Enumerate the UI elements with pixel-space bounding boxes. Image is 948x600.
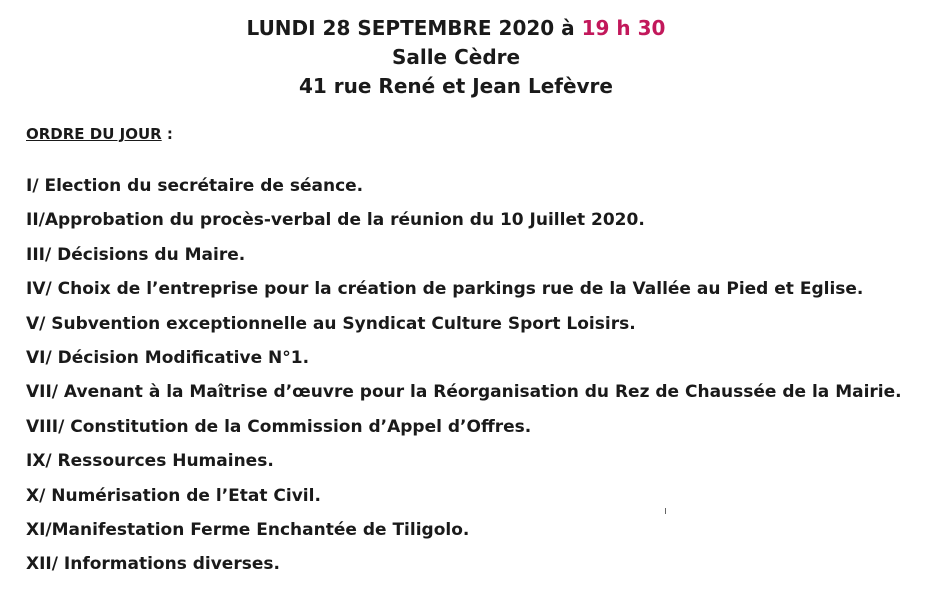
meeting-time: 19 h 30 <box>581 16 666 40</box>
agenda-item-2: II/Approbation du procès-verbal de la réunion du 10 Juillet 2020. <box>26 210 645 231</box>
agenda-item-1: I/ Election du secrétaire de séance. <box>26 176 364 196</box>
meeting-address: 41 rue René et Jean Lefèvre <box>299 74 613 98</box>
agenda-item-7: VII/ Avenant à la Maîtrise d’œuvre pour la Réorganisation du Rez de Chaussée de la Mairie. <box>26 382 902 403</box>
agenda-item-11: XI/Manifestation Ferme Enchantée de Tiligolo. <box>26 519 470 540</box>
agenda-item-4: IV/ Choix de l’entreprise pour la création de parkings rue de la Vallée au Pied et Eglise. <box>26 279 864 300</box>
meeting-header <box>0 14 912 101</box>
agenda-item-6: VI/ Décision Modificative N°1. <box>26 347 310 368</box>
agenda-heading-colon: : <box>161 125 173 143</box>
meeting-room: Salle Cèdre <box>391 45 521 69</box>
agenda-list <box>26 169 902 582</box>
meeting-date-line <box>0 14 912 43</box>
agenda-item-12: XII/ Informations diverses. <box>26 554 280 575</box>
agenda-item-9: IX/ Ressources Humaines. <box>26 451 274 472</box>
scan-speck <box>665 508 666 514</box>
agenda-heading <box>26 124 173 144</box>
meeting-date: LUNDI 28 SEPTEMBRE 2020 à <box>246 16 582 40</box>
agenda-item-3: III/ Décisions du Maire. <box>26 244 246 265</box>
agenda-item-8: VIII/ Constitution de la Commission d’Appel d’Offres. <box>26 416 532 437</box>
agenda-item-10: X/ Numérisation de l’Etat Civil. <box>26 485 321 506</box>
agenda-heading-text: ORDRE DU JOUR <box>26 125 162 143</box>
agenda-item-5: V/ Subvention exceptionnelle au Syndicat Culture Sport Loisirs. <box>26 313 636 334</box>
